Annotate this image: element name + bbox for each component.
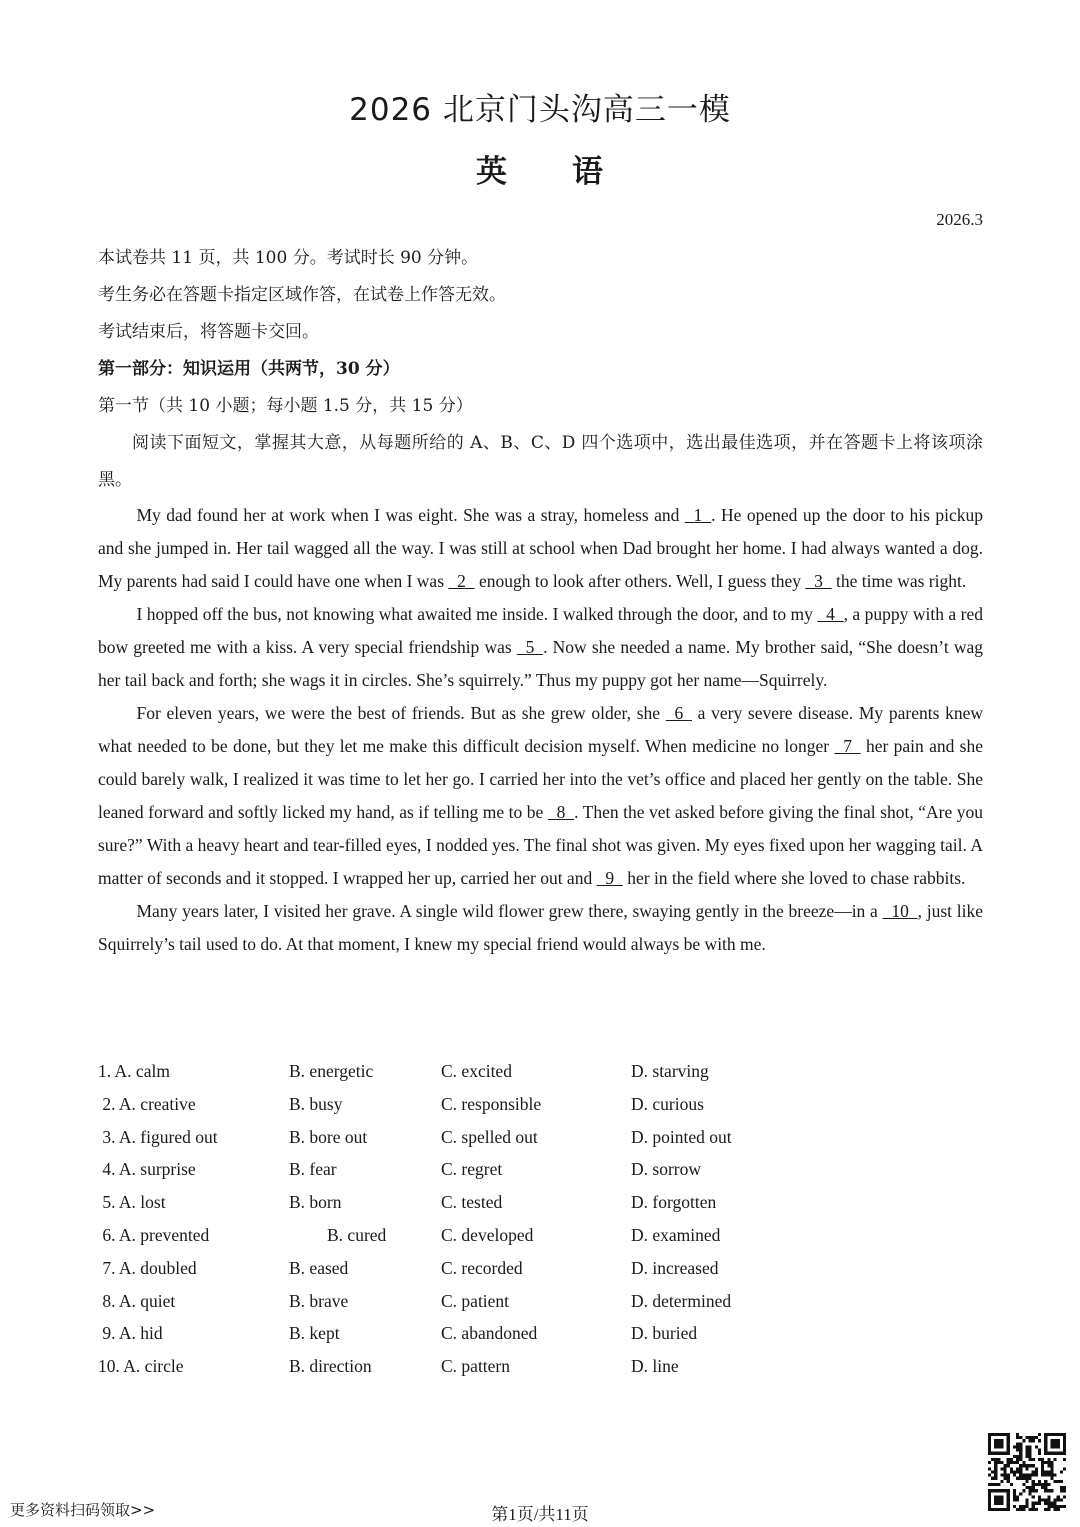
option-d: D. buried xyxy=(631,1323,698,1344)
option-a: 1. A. calm xyxy=(98,1061,170,1081)
passage-paragraph: For eleven years, we were the best of friends. But as she grew older, she 6 a very severe disease. My parents knew what needed to be done, but they let me make this difficult decision myself. When medicine no longer 7 her pain and she could barely walk, I realized it was time to let her go. I carried her into the vet’s office and placed her gently on the table. She leaned forward and softly licked my hand, as if telling me to be 8 . Then the vet asked before giving the final shot, “Are you sure?” With a heavy heart and tear-filled eyes, I nodded yes. The final shot was given. My eyes fixed upon her wagging tail. A matter of seconds and it stopped. I wrapped her up, carried her out and 9 her in the field where she loved to chase rabbits. xyxy=(98,697,983,895)
option-a: 3. A. figured out xyxy=(98,1126,218,1147)
option-d: D. curious xyxy=(631,1093,704,1114)
option-c: C. regret xyxy=(441,1159,503,1180)
instruction-line: 考试结束后，将答题卡交回。 xyxy=(98,322,319,342)
section-heading: 第一节（共 10 小题；每小题 1.5 分，共 15 分） xyxy=(98,396,473,416)
option-c: C. pattern xyxy=(441,1356,511,1377)
option-row xyxy=(98,1121,983,1154)
option-c: C. excited xyxy=(441,1061,512,1081)
passage-paragraph: My dad found her at work when I was eight. She was a stray, homeless and 1 . He opened up the door to his pickup and she jumped in. Her tail wagged all the way. I was still at school when Dad brought her home. I had always wanted a dog. My parents had said I could have one when I was 2 enough to look after others. Well, I guess they 3 the time was right. xyxy=(98,499,983,598)
option-d: D. increased xyxy=(631,1257,719,1278)
passage-paragraph: I hopped off the bus, not knowing what awaited me inside. I walked through the door, and to my 4 , a puppy with a red bow greeted me with a kiss. A very special friendship was 5 . Now she needed a name. My brother said, “She doesn’t wag her tail back and forth; she wags it in circles. She’s squirrely.” Thus my puppy got her name—Squirrely. xyxy=(98,598,983,697)
option-c: C. developed xyxy=(441,1224,534,1245)
instruction-line: 本试卷共 11 页，共 100 分。考试时长 90 分钟。 xyxy=(98,248,479,268)
more-resources-link[interactable]: 更多资料扫码领取>> xyxy=(10,1501,156,1519)
option-b: B. kept xyxy=(289,1323,340,1344)
blank-5: 5 xyxy=(525,637,535,657)
blank-6: 6 xyxy=(674,703,684,723)
option-b: B. eased xyxy=(289,1257,349,1278)
option-b: B. direction xyxy=(289,1356,372,1377)
blank-2: 2 xyxy=(457,571,466,591)
option-c: C. abandoned xyxy=(441,1323,538,1344)
option-row xyxy=(98,1219,983,1252)
option-row xyxy=(98,1252,983,1285)
option-d: D. pointed out xyxy=(631,1126,732,1147)
option-row xyxy=(98,1317,983,1350)
page-number: 第1页/共11页 xyxy=(491,1505,589,1524)
directions-text: 阅读下面短文，掌握其大意，从每题所给的 A、B、C、D 四个选项中，选出最佳选项，并在答题卡上将该项涂黑。 xyxy=(98,433,983,490)
option-a: 5. A. lost xyxy=(98,1192,166,1213)
blank-10: 10 xyxy=(891,901,909,921)
blank-3: 3 xyxy=(814,571,823,591)
option-c: C. tested xyxy=(441,1192,503,1213)
answer-options xyxy=(98,1055,983,1383)
option-a: 2. A. creative xyxy=(98,1093,196,1114)
option-row xyxy=(98,1153,983,1186)
option-c: C. spelled out xyxy=(441,1126,538,1147)
option-b: B. cured xyxy=(327,1224,387,1245)
option-a: 8. A. quiet xyxy=(98,1290,176,1311)
option-a: 9. A. hid xyxy=(98,1323,163,1344)
subject-title: 英 语 xyxy=(476,154,604,190)
exam-body xyxy=(98,240,983,961)
option-d: D. starving xyxy=(631,1061,709,1081)
option-row xyxy=(98,1055,983,1088)
option-c: C. responsible xyxy=(441,1093,542,1114)
option-a: 4. A. surprise xyxy=(98,1159,196,1180)
option-b: B. born xyxy=(289,1192,342,1213)
qr-code-icon[interactable] xyxy=(988,1433,1066,1511)
option-b: B. brave xyxy=(289,1290,349,1311)
blank-7: 7 xyxy=(843,736,852,756)
option-a: 7. A. doubled xyxy=(98,1257,197,1278)
option-b: B. energetic xyxy=(289,1061,374,1081)
blank-1: 1 xyxy=(693,505,703,525)
option-d: D. line xyxy=(631,1356,679,1377)
option-a: 6. A. prevented xyxy=(98,1224,210,1245)
passage-paragraph: Many years later, I visited her grave. A single wild flower grew there, swaying gently in the breeze—in a 10 , just like Squirrely’s tail used to do. At that moment, I knew my special friend would always be with me. xyxy=(98,895,983,961)
blank-8: 8 xyxy=(556,802,566,822)
option-d: D. sorrow xyxy=(631,1159,701,1180)
option-row xyxy=(98,1350,983,1383)
instruction-line: 考生务必在答题卡指定区域作答，在试卷上作答无效。 xyxy=(98,285,506,305)
blank-4: 4 xyxy=(826,604,835,624)
option-d: D. forgotten xyxy=(631,1192,717,1213)
option-d: D. determined xyxy=(631,1290,732,1311)
option-c: C. recorded xyxy=(441,1257,523,1278)
option-b: B. fear xyxy=(289,1159,337,1180)
page-title: 2026 北京门头沟高三一模 xyxy=(349,92,731,128)
blank-9: 9 xyxy=(605,868,615,888)
option-b: B. bore out xyxy=(289,1126,368,1147)
exam-date: 2026.3 xyxy=(936,210,983,229)
option-row xyxy=(98,1088,983,1121)
option-c: C. patient xyxy=(441,1290,510,1311)
option-a: 10. A. circle xyxy=(98,1356,184,1377)
option-row xyxy=(98,1285,983,1318)
option-b: B. busy xyxy=(289,1093,343,1114)
option-d: D. examined xyxy=(631,1224,721,1245)
option-row xyxy=(98,1186,983,1219)
part-heading: 第一部分：知识运用（共两节，30 分） xyxy=(98,359,400,379)
